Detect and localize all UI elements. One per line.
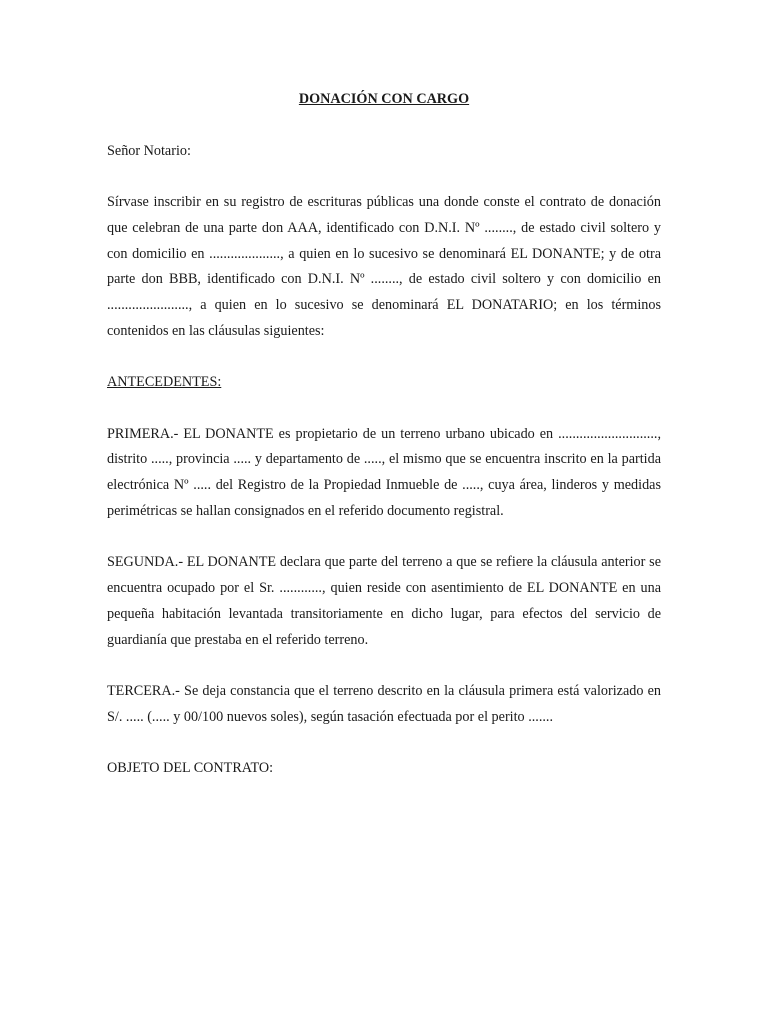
antecedentes-heading: ANTECEDENTES: — [107, 374, 222, 391]
clause-primera: PRIMERA.- EL DONANTE es propietario de un terreno urbano ubicado en ............................, distrito ....., provincia ..... y departamento de ....., el mismo que se encuentra inscrito en la partida electrónica Nº ..... del Registro de la Propiedad Inmueble de ....., cuya área, linderos y medidas perimétricas se hallan consignados en el referido documento registral. — [107, 425, 661, 520]
objeto-heading: OBJETO DEL CONTRATO: — [107, 760, 274, 777]
document-page — [107, 87, 661, 782]
clause-tercera: TERCERA.- Se deja constancia que el terreno descrito en la cláusula primera está valorizado en S/. ..... (..... y 00/100 nuevos soles), según tasación efectuada por el perito ....... — [107, 683, 661, 725]
document-title: DONACIÓN CON CARGO — [298, 91, 470, 107]
clause-segunda: SEGUNDA.- EL DONANTE declara que parte del terreno a que se refiere la cláusula anterior se encuentra ocupado por el Sr. ............, quien reside con asentimiento de EL DONANTE en una pequeña habitación levantada transitoriamente en dicho lugar, para efectos del servicio de guardianía que prestaba en el referido terreno. — [107, 554, 661, 648]
intro-paragraph: Sírvase inscribir en su registro de escrituras públicas una donde conste el contrato de donación que celebran de una parte don AAA, identificado con D.N.I. Nº ........, de estado civil soltero y con domicilio en ...................., a quien en lo sucesivo se denominará EL DONANTE; y de otra parte don BBB, identificado con D.N.I. Nº ........, de estado civil soltero y con domicilio en ......................., a quien en lo sucesivo se denominará EL DONATARIO; en los términos contenidos en las cláusulas siguientes: — [107, 194, 661, 340]
salutation: Señor Notario: — [107, 142, 191, 159]
